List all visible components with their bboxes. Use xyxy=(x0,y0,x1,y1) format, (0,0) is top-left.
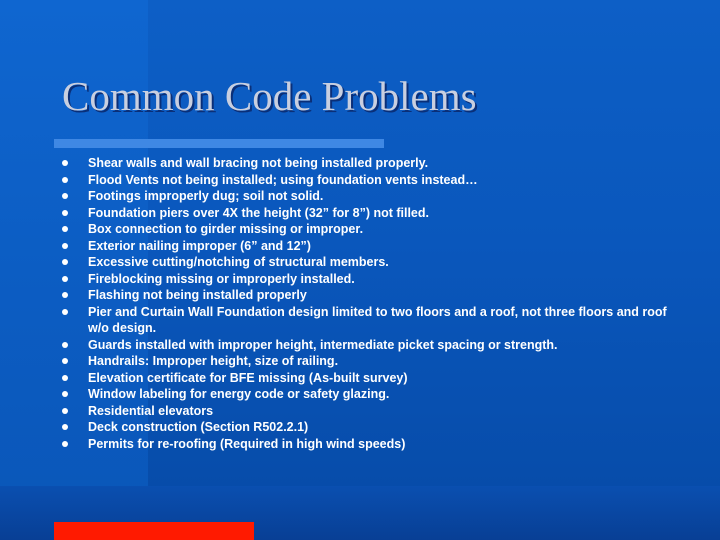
bullet-dot-icon xyxy=(62,243,68,249)
bullet-dot-icon xyxy=(62,259,68,265)
list-item-text: Fireblocking missing or improperly installed. xyxy=(88,271,355,286)
list-item-text: Footings improperly dug; soil not solid. xyxy=(88,189,324,203)
bullet-dot-icon xyxy=(62,309,68,315)
bullet-dot-icon xyxy=(62,193,68,199)
bottom-accent-rule xyxy=(54,522,254,540)
list-item xyxy=(62,304,682,337)
list-item xyxy=(62,271,682,288)
bullet-dot-icon xyxy=(62,210,68,216)
list-item-text: Foundation piers over 4X the height (32” for 8”) not filled. xyxy=(88,205,429,220)
bullet-dot-icon xyxy=(62,342,68,348)
list-item xyxy=(62,370,682,387)
list-item-text: Permits for re-roofing (Required in high wind speeds) xyxy=(88,436,406,451)
list-item-text: Pier and Curtain Wall Foundation design limited to two floors and a roof, not three floors and roof w/o design. xyxy=(88,304,667,335)
list-item xyxy=(62,205,682,222)
list-item xyxy=(62,172,682,189)
list-item-text: Box connection to girder missing or improper. xyxy=(88,222,364,236)
list-item-text: Flood Vents not being installed; using foundation vents instead… xyxy=(88,172,478,187)
list-item xyxy=(62,419,682,436)
list-item-text: Window labeling for energy code or safety glazing. xyxy=(88,387,390,401)
bullet-dot-icon xyxy=(62,391,68,397)
bullet-dot-icon xyxy=(62,424,68,430)
list-item xyxy=(62,254,682,271)
list-item-text: Deck construction (Section R502.2.1) xyxy=(88,420,309,434)
list-item-text: Exterior nailing improper (6” and 12”) xyxy=(88,238,311,253)
list-item xyxy=(62,353,682,370)
bullet-dot-icon xyxy=(62,375,68,381)
list-item xyxy=(62,436,682,453)
list-item xyxy=(62,221,682,238)
bullet-dot-icon xyxy=(62,177,68,183)
bullet-dot-icon xyxy=(62,441,68,447)
list-item xyxy=(62,238,682,255)
bullet-dot-icon xyxy=(62,292,68,298)
list-item-text: Shear walls and wall bracing not being installed properly. xyxy=(88,156,429,170)
bullet-dot-icon xyxy=(62,226,68,232)
title-underline-rule xyxy=(54,139,384,148)
bullet-list xyxy=(62,155,682,452)
list-item-text: Excessive cutting/notching of structural members. xyxy=(88,255,389,269)
list-item xyxy=(62,188,682,205)
bullet-dot-icon xyxy=(62,408,68,414)
list-item xyxy=(62,155,682,172)
list-item-text: Elevation certificate for BFE missing (As-built survey) xyxy=(88,370,408,385)
bullet-dot-icon xyxy=(62,160,68,166)
list-item-text: Handrails: Improper height, size of railing. xyxy=(88,354,339,368)
list-item xyxy=(62,403,682,420)
slide-title: Common Code Problems xyxy=(62,73,477,119)
list-item-text: Residential elevators xyxy=(88,403,214,418)
list-item xyxy=(62,287,682,304)
list-item-text: Flashing not being installed properly xyxy=(88,288,307,302)
list-item-text: Guards installed with improper height, intermediate picket spacing or strength. xyxy=(88,337,558,352)
list-item xyxy=(62,337,682,354)
bullet-dot-icon xyxy=(62,276,68,282)
list-item xyxy=(62,386,682,403)
bullet-dot-icon xyxy=(62,358,68,364)
